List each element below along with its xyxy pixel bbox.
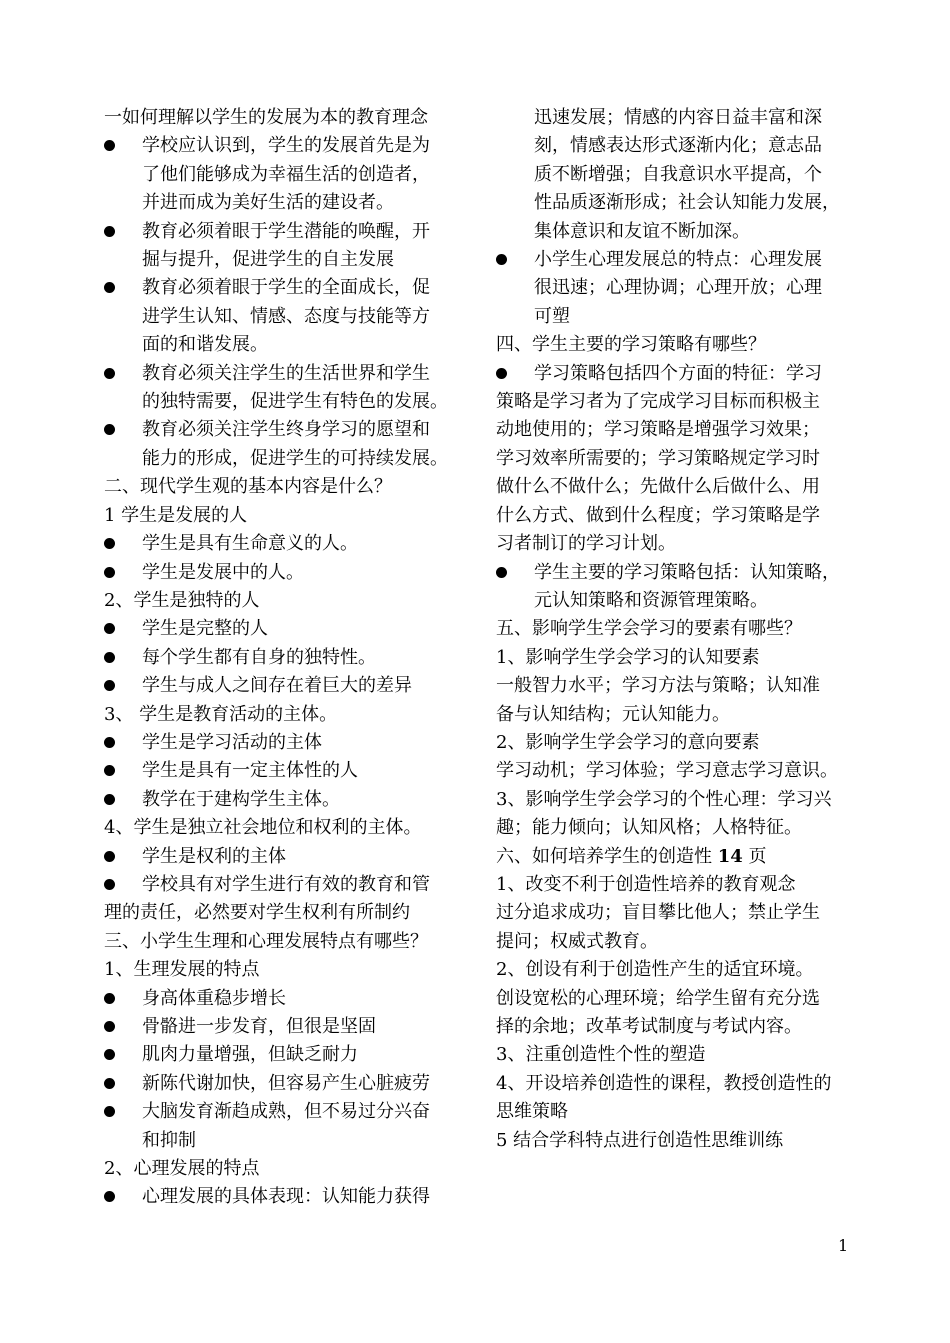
- bullet-icon: [104, 424, 115, 435]
- bullet-text-line: 学生与成人之间存在着巨大的差异: [142, 675, 412, 697]
- bullet-icon: [104, 765, 115, 776]
- text-line: 2、创设有利于创造性产生的适宜环境。: [496, 959, 814, 981]
- bullet-icon: [104, 1078, 115, 1089]
- bullet-text-line: 动地使用的；学习策略是增强学习效果；: [496, 419, 820, 441]
- text-line: 3、影响学生学会学习的个性心理：学习兴: [496, 788, 832, 810]
- bullet-item: [104, 1041, 462, 1069]
- bullet-icon: [104, 282, 115, 293]
- bullet-icon: [104, 226, 115, 237]
- bullet-icon: [104, 1106, 115, 1117]
- text-line: 五、影响学生学会学习的要素有哪些？: [496, 618, 802, 640]
- text-line: 1、生理发展的特点: [104, 959, 260, 981]
- bullet-text-line: 性品质逐渐形成；社会认知能力发展，: [534, 192, 840, 214]
- bullet-icon: [104, 623, 115, 634]
- text-line: 一般智力水平；学习方法与策略；认知准: [496, 675, 820, 697]
- text-line: 5 结合学科特点进行创造性思维训练: [496, 1129, 784, 1151]
- bullet-text-line: 了他们能够成为幸福生活的创造者，: [142, 163, 430, 185]
- bullet-text-line: 教学在于建构学生主体。: [142, 788, 340, 810]
- text-line: 1、影响学生学会学习的认知要素: [496, 646, 760, 668]
- text-line: 3、注重创造性个性的塑造: [496, 1044, 706, 1066]
- text-line: 四、学生主要的学习策略有哪些？: [496, 334, 766, 356]
- heading-text: 六、如何培养学生的创造性: [496, 845, 718, 867]
- bullet-icon: [104, 368, 115, 379]
- bullet-text-line: 和抑制: [142, 1129, 196, 1151]
- bullet-text-line: 肌肉力量增强，但缺乏耐力: [142, 1044, 358, 1066]
- bullet-item: [496, 559, 850, 616]
- bullet-text-line: 新陈代谢加快，但容易产生心脏疲劳: [142, 1072, 430, 1094]
- text-line: 择的余地；改革考试制度与考试内容。: [496, 1016, 802, 1037]
- bullet-text-line: 学习策略包括四个方面的特征：学习: [534, 362, 822, 384]
- right-column: [496, 104, 850, 1155]
- bullet-item: [104, 1070, 462, 1098]
- bullet-text-line: 质不断增强；自我意识水平提高，个: [534, 163, 822, 185]
- text-line: 学习动机；学习体验；学习意志学习意识。: [496, 760, 838, 782]
- bullet-item: [104, 615, 462, 643]
- bullet-text-line: 刻，情感表达形式逐渐内化；意志品: [534, 135, 822, 157]
- text-line: 备与认知结构；元认知能力。: [496, 703, 730, 725]
- bullet-icon: [104, 1021, 115, 1032]
- bullet-text-line: 学生是具有生命意义的人。: [142, 533, 358, 555]
- heading-text: 页: [742, 845, 767, 867]
- bullet-icon: [104, 652, 115, 663]
- bullet-text-line: 教育必须着眼于学生的全面成长，促: [142, 277, 430, 299]
- bullet-text-line: 习者制订的学习计划。: [496, 533, 676, 555]
- text-line: 4、开设培养创造性的课程，教授创造性的: [496, 1072, 832, 1094]
- bullet-icon: [104, 737, 115, 748]
- bullet-item: [104, 132, 462, 217]
- bullet-icon: [104, 1191, 115, 1202]
- bullet-icon: [104, 567, 115, 578]
- bullet-icon: [104, 879, 115, 890]
- bullet-item: [104, 729, 462, 757]
- bullet-icon: [104, 680, 115, 691]
- bullet-text-line: 学习效率所需要的；学习策略规定学习时: [496, 447, 820, 469]
- bullet-text-line: 面的和谐发展。: [142, 334, 268, 356]
- bullet-text-line: 学生主要的学习策略包括：认知策略，: [534, 561, 840, 583]
- bullet-text-line: 可塑: [534, 305, 570, 327]
- bullet-item: [104, 530, 462, 558]
- bullet-item: [496, 360, 850, 559]
- section-heading: [496, 843, 850, 871]
- bullet-item: [104, 1098, 462, 1155]
- bullet-text-line: 策略是学习者为了完成学习目标而积极主: [496, 391, 820, 413]
- bullet-item: [104, 985, 462, 1013]
- bullet-text-line: 学生是具有一定主体性的人: [142, 760, 358, 782]
- bullet-item: [104, 1183, 462, 1211]
- bullet-item: [104, 672, 462, 700]
- bullet-text-line: 身高体重稳步增长: [142, 987, 286, 1009]
- bullet-text-line: 学生是权利的主体: [142, 845, 286, 867]
- text-line: 提问；权威式教育。: [496, 930, 658, 952]
- bullet-text-line: 骨骼进一步发育，但很是坚固: [142, 1016, 376, 1037]
- bullet-icon: [104, 538, 115, 549]
- text-line: 1 学生是发展的人: [104, 504, 248, 526]
- bullet-text-line: 能力的形成，促进学生的可持续发展。: [142, 447, 448, 469]
- bullet-text-line: 迅速发展；情感的内容日益丰富和深: [534, 107, 822, 128]
- bullet-item: [104, 218, 462, 275]
- text-line: 2、心理发展的特点: [104, 1158, 260, 1180]
- bullet-item: [104, 757, 462, 785]
- bullet-text-line: 教育必须关注学生的生活世界和学生: [142, 362, 430, 384]
- bullet-text-line: 掘与提升，促进学生的自主发展: [142, 249, 394, 271]
- text-line: 三、小学生生理和心理发展特点有哪些？: [104, 930, 428, 952]
- bullet-text-line: 心理发展的具体表现：认知能力获得: [142, 1186, 430, 1208]
- left-column: [104, 104, 462, 1212]
- text-line: 一如何理解以学生的发展为本的教育理念: [104, 107, 428, 128]
- bullet-icon: [496, 254, 507, 265]
- bullet-text-line: 学校应认识到，学生的发展首先是为: [142, 135, 430, 157]
- bullet-text-line: 理的责任，必然要对学生权利有所制约: [104, 902, 410, 924]
- bullet-text-line: 做什么不做什么；先做什么后做什么、用: [496, 476, 820, 498]
- text-line: 1、改变不利于创造性培养的教育观念: [496, 873, 796, 895]
- text-line: 二、现代学生观的基本内容是什么？: [104, 476, 392, 498]
- bullet-icon: [104, 851, 115, 862]
- text-line: 2、影响学生学会学习的意向要素: [496, 731, 760, 753]
- bullet-text-line: 小学生心理发展总的特点：心理发展: [534, 249, 822, 271]
- bullet-text-line: 什么方式、做到什么程度；学习策略是学: [496, 504, 820, 526]
- bullet-item: [104, 1013, 462, 1041]
- bullet-icon: [496, 368, 507, 379]
- bullet-text-line: 学生是发展中的人。: [142, 561, 304, 583]
- bullet-text-line: 进学生认知、情感、态度与技能等方: [142, 305, 430, 327]
- heading-page-ref: 14: [717, 845, 743, 867]
- text-line: 过分追求成功；盲目攀比他人；禁止学生: [496, 902, 820, 924]
- bullet-text-line: 元认知策略和资源管理策略。: [534, 589, 768, 611]
- bullet-icon: [104, 140, 115, 151]
- page-number: 1: [838, 1236, 849, 1255]
- bullet-item: [104, 360, 462, 417]
- bullet-icon: [104, 993, 115, 1004]
- bullet-icon: [104, 1049, 115, 1060]
- text-line: 趣；能力倾向；认知风格；人格特征。: [496, 817, 802, 839]
- bullet-text-line: 教育必须关注学生终身学习的愿望和: [142, 419, 430, 441]
- text-line: 思维策略: [496, 1101, 568, 1123]
- bullet-item: [104, 786, 462, 814]
- bullet-text-line: 学生是完整的人: [142, 618, 268, 640]
- bullet-text-line: 每个学生都有自身的独特性。: [142, 646, 376, 668]
- bullet-text-line: 很迅速；心理协调；心理开放；心理: [534, 277, 822, 299]
- bullet-item: [104, 871, 462, 928]
- bullet-text-line: 集体意识和友谊不断加深。: [534, 220, 750, 242]
- text-line: 3、 学生是教育活动的主体。: [104, 703, 338, 725]
- text-line: 创设宽松的心理环境；给学生留有充分选: [496, 987, 820, 1009]
- bullet-text-line: 教育必须着眼于学生潜能的唤醒，开: [142, 220, 430, 242]
- bullet-item: [104, 416, 462, 473]
- bullet-text-line: 学校具有对学生进行有效的教育和管: [142, 873, 430, 895]
- bullet-item: [104, 644, 462, 672]
- bullet-text-line: 学生是学习活动的主体: [142, 731, 322, 753]
- bullet-icon: [496, 567, 507, 578]
- text-line: 2、学生是独特的人: [104, 589, 260, 611]
- bullet-item: [104, 274, 462, 359]
- bullet-text-line: 大脑发育渐趋成熟，但不易过分兴奋: [142, 1101, 430, 1123]
- bullet-icon: [104, 794, 115, 805]
- text-line: 4、学生是独立社会地位和权利的主体。: [104, 817, 422, 839]
- bullet-continuation: [496, 104, 850, 246]
- bullet-item: [496, 246, 850, 331]
- bullet-text-line: 并进而成为美好生活的建设者。: [142, 192, 394, 214]
- bullet-item: [104, 559, 462, 587]
- bullet-text-line: 的独特需要，促进学生有特色的发展。: [142, 391, 448, 413]
- bullet-item: [104, 843, 462, 871]
